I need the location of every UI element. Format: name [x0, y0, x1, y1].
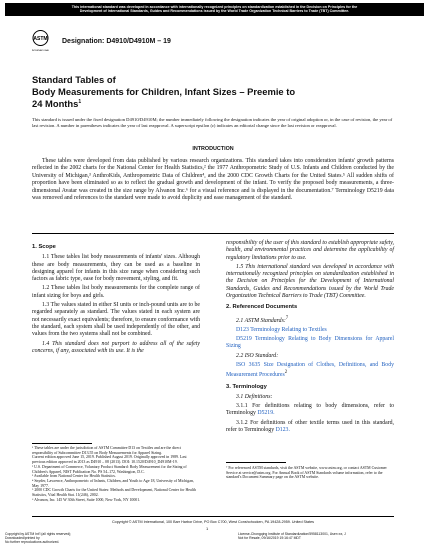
footnote-4: ⁴ Snyder, Lawrence, Anthropometric of Infants, Children, and Youth to Age 18, University of Michigan, May 1977. [32, 478, 194, 488]
footnotes-left [32, 446, 200, 502]
introduction-heading: INTRODUCTION [192, 146, 234, 152]
footnote-1: ¹ These tables are under the jurisdiction of ASTM Committee D13 on Textiles and are the direct responsibility of Subcommittee D13.55 on Body Measurements for Apparel Sizing. [32, 446, 181, 455]
section-3-1 [226, 394, 394, 401]
title-line-1: Standard Tables of [32, 74, 116, 85]
footnote-1-edition: Current edition approved June 15, 2019. Published August 2019. Originally approved in 1989. Last previous edition approved in 2013 as D4910 – 08 (2013). DOI: 10.1520/D4910_D4910M-19. [32, 455, 187, 465]
document-title [32, 74, 402, 110]
license-right [238, 532, 346, 540]
banner-line-2: Development of International Standards, Guides and Recommendations issued by the World Trade Organization Technical Barriers to Trade (TBT) Committee. [79, 9, 350, 14]
ref-d5219 [226, 336, 394, 351]
footnote-rule-right [226, 462, 286, 463]
designation: Designation: D4910/D4910M – 19 [62, 38, 171, 45]
svg-text:ASTM: ASTM [33, 36, 48, 42]
section-2-1-footnote: 7 [285, 315, 289, 321]
footer-copyright: Copyright © ASTM International, 100 Barr Harbor Drive, PO Box C700, West Conshohocken, PA 19428-2959. United States [111, 520, 314, 524]
license-right-line-2: Not for Resale, 09/16/2019 19:16:47 MDT [238, 536, 301, 540]
footnote-3: ³ Available from National Center for Health Statistics. [32, 474, 116, 479]
footnote-6: ⁶ Alvanon, Inc. 145 W 30th Street, Suite 1000, New York, NY 10001. [32, 497, 141, 502]
section-3-1-text: 3.1 Definitions: [236, 393, 273, 400]
footnote-5: ⁵ 2000 CDC Growth Charts for the United States: Methods and Development, National Center for Health Statistics, Vital Health Stat. 11(246), 2002. [32, 488, 196, 498]
section-3-1-2 [226, 420, 394, 435]
section-2-2 [226, 353, 394, 360]
left-column [32, 240, 200, 357]
astm-logo-icon [32, 30, 49, 55]
d123-link[interactable]: D123 [236, 326, 249, 333]
logo-caption: INTERNATIONAL [32, 50, 49, 52]
banner-line-1: This international standard was developed in accordance with internationally recognized principles on standardization established in the Decision on Principles for the [71, 5, 358, 9]
section-3-1-2-text: 3.1.2 For definitions of other textile terms used in this standard, refer to Terminology [226, 419, 394, 434]
footnote-rule-left [32, 443, 92, 444]
title-line-3-text: 24 Months [32, 98, 79, 110]
title-line-2: Body Measurements for Children, Infant Sizes – Preemie to [32, 85, 296, 97]
footnote-7: ⁷ For referenced ASTM standards, visit the ASTM website, www.astm.org, or contact ASTM Customer Service at service@astm.org. For Annual Book of ASTM Standards volume information, refer to the standard's Document Summary page on the ASTM website. [226, 466, 387, 480]
license-line-1: Copyright by ASTM Int'l (all rights reserved); [5, 532, 72, 536]
international-standard-banner [5, 3, 424, 16]
d5219-link[interactable]: D5219 [236, 336, 252, 343]
footnote-2: ² U.S. Department of Commerce, Voluntary Product Standard: Body Measurement for the Sizing of Children's Apparel, NIST Publication No. PS 54–172, Washington, D.C. [32, 464, 187, 474]
section-1-1: 1.1 These tables list body measurements of infants' sizes. Although these are body measurements, they can be used as a baseline in designing apparel for infants in this size range when considering such factors as fabric type, ease for body movement, styling, and fit. [32, 254, 200, 283]
title-line-3 [32, 97, 402, 110]
right-column [226, 240, 394, 436]
title-footnote-mark: 1 [78, 99, 82, 105]
section-1-5-text: 1.5 This international standard was developed in accordance with internationally recognized principles on standardization established in the Decision on Principles for the Development of International Standards, Guides and Recommendations issued by the World Trade Organization Technical Barriers to Trade (TBT) Committee. [226, 263, 394, 300]
d123-title[interactable]: Terminology Relating to Textiles [250, 326, 327, 333]
section-1-4-text: 1.4 This standard does not purport to address all of the safety concerns, if any, associated with its use. It is the [32, 340, 200, 354]
scope-heading: 1. Scope [32, 244, 56, 250]
iso-3635-link[interactable]: ISO 3635 [236, 362, 261, 369]
footer-rule [32, 516, 394, 517]
section-1-5 [226, 264, 394, 300]
referenced-documents-heading: 2. Referenced Documents [226, 304, 298, 311]
section-1-4 [32, 341, 200, 356]
section-1-4-continued-text: responsibility of the user of this standard to establish appropriate safety, health, and environmental practices and determine the applicability of regulatory limitations prior to use. [226, 240, 394, 261]
d5219-title[interactable]: Terminology Relating to Body Dimensions for Apparel Sizing [226, 336, 394, 350]
d123-terminology-link[interactable]: D123. [275, 427, 290, 434]
d5219-terminology-link[interactable]: D5219. [257, 410, 275, 417]
iso-footnote-mark: 2 [284, 370, 288, 376]
terminology-heading: 3. Terminology [226, 383, 267, 390]
ref-d123 [226, 327, 394, 334]
license-left [5, 532, 71, 544]
section-2-2-text: 2.2 ISO Standard: [236, 352, 279, 359]
section-2-1-text: 2.1 ASTM Standards: [236, 317, 286, 324]
page-number: 1 [206, 526, 209, 531]
introduction-rule [32, 233, 394, 234]
section-3-1-1 [226, 403, 394, 418]
license-line-3: No further reproductions authorized. [5, 540, 60, 544]
introduction-text: These tables were developed from data published by various research organizations. This standard takes into consideration infants' growth patterns reflected in the 2002 charts for the National Center for Health Statistics,² the 1977 Anthropometric Study of U.S. Infants and Children conducted by the University of Michigan,³ AnthroKids, Anthropometric Data of Children⁴, and the 2000 CDC Growth Charts for the United States.⁵ All sudden shifts of proportion have been eliminated so as to reflect the gradual growth and development of the infant. To verify the proposed body measurements, a three-dimensional Avatar was created in the size range by Alvanon Inc.⁶ for a visual reference and is displayed in the documentation.⁷ Terminology D5219 data was removed and references to the standard were made to avoid duplicity and ease management of the standard. [32, 158, 394, 202]
section-1-2: 1.2 These tables list body measurements for the complete range of infant sizing for boys and girls. [32, 285, 200, 299]
footnotes-right [226, 466, 394, 480]
section-3-1-1-text: 3.1.1 For definitions relating to body dimensions, refer to Terminology [226, 403, 394, 417]
license-right-line-1: License-Chongqing Institute of Standardization/5958113001, User=xx, J [238, 532, 346, 536]
license-line-2: Downloaded/printed by [5, 536, 40, 540]
section-2-1 [226, 315, 394, 325]
ref-iso-3635 [226, 362, 394, 380]
section-1-4-continued [226, 240, 394, 262]
section-1-3: 1.3 The values stated in either SI units or inch-pound units are to be regarded separately as standard. The values stated in each system are not necessarily exact equivalents; therefore, to ensure conformance with the standard, each system shall be used independently of the other, and values from the two systems shall not be combined. [32, 302, 200, 338]
issuance-notice: This standard is issued under the fixed designation D4910/D4910M; the number immediately following the designation indicates the year of original adoption or, in the case of revision, the year of last revision. A number in parentheses indicates the year of last reapproval. A superscript epsilon (ε) indicates an editorial change since the last revision or reapproval. [32, 117, 393, 128]
iso-3635-title[interactable]: Size Designation of Clothes, Definitions, and Body Measurement Procedures [226, 362, 394, 379]
